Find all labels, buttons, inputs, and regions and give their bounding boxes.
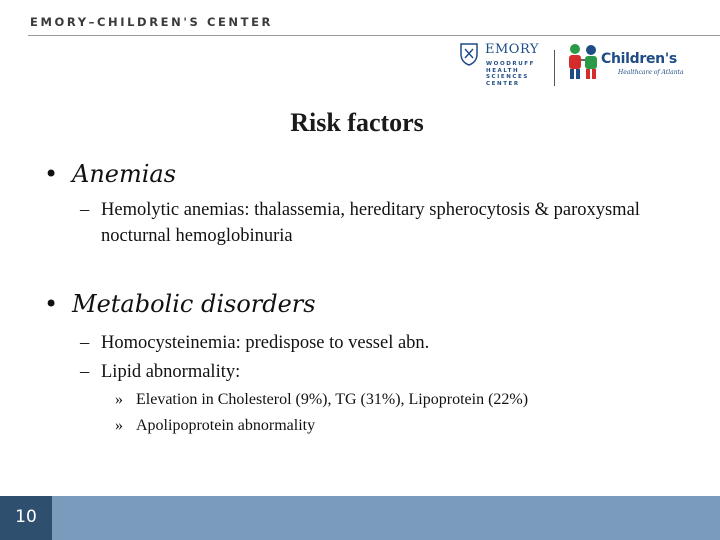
subbullet-text: Hemolytic anemias: thalassemia, hereditary spherocytosis & paroxysmal nocturnal hemoglobinuria xyxy=(101,200,640,246)
slide-title: Risk factors xyxy=(290,108,424,137)
footer-bar xyxy=(0,496,720,540)
bullet-symbol: • xyxy=(44,160,59,188)
emory-shield-icon xyxy=(459,42,479,66)
childrens-kids-icon xyxy=(565,42,601,82)
header-rule xyxy=(28,35,720,36)
emory-logo-subtext: WOODRUFF HEALTH SCIENCES CENTER xyxy=(486,61,535,87)
bullet-symbol: • xyxy=(44,290,59,318)
bullet-text: Metabolic disorders xyxy=(72,290,316,318)
dash-symbol: – xyxy=(80,362,90,382)
header-org-name: EMORY–CHILDREN'S CENTER xyxy=(30,15,274,29)
logo-divider xyxy=(554,50,555,86)
subsubbullet-text: Apolipoprotein abnormality xyxy=(136,417,316,434)
dash-symbol: – xyxy=(80,200,90,220)
childrens-logo-subtext: Healthcare of Atlanta xyxy=(618,69,684,76)
emory-logo-text: EMORY xyxy=(485,42,539,57)
sub-symbol: » xyxy=(115,391,123,408)
page-number-box xyxy=(0,496,52,540)
childrens-logo-text: Children's xyxy=(601,51,677,67)
subbullet-text: Lipid abnormality: xyxy=(101,362,241,382)
bullet-text: Anemias xyxy=(72,160,177,188)
logo-group xyxy=(455,42,695,94)
subsubbullet-text: Elevation in Cholesterol (9%), TG (31%), Lipoprotein (22%) xyxy=(136,391,529,408)
sub-symbol: » xyxy=(115,417,123,434)
page-number: 10 xyxy=(15,507,37,527)
subbullet-text: Homocysteinemia: predispose to vessel abn. xyxy=(101,333,430,353)
dash-symbol: – xyxy=(80,333,90,353)
